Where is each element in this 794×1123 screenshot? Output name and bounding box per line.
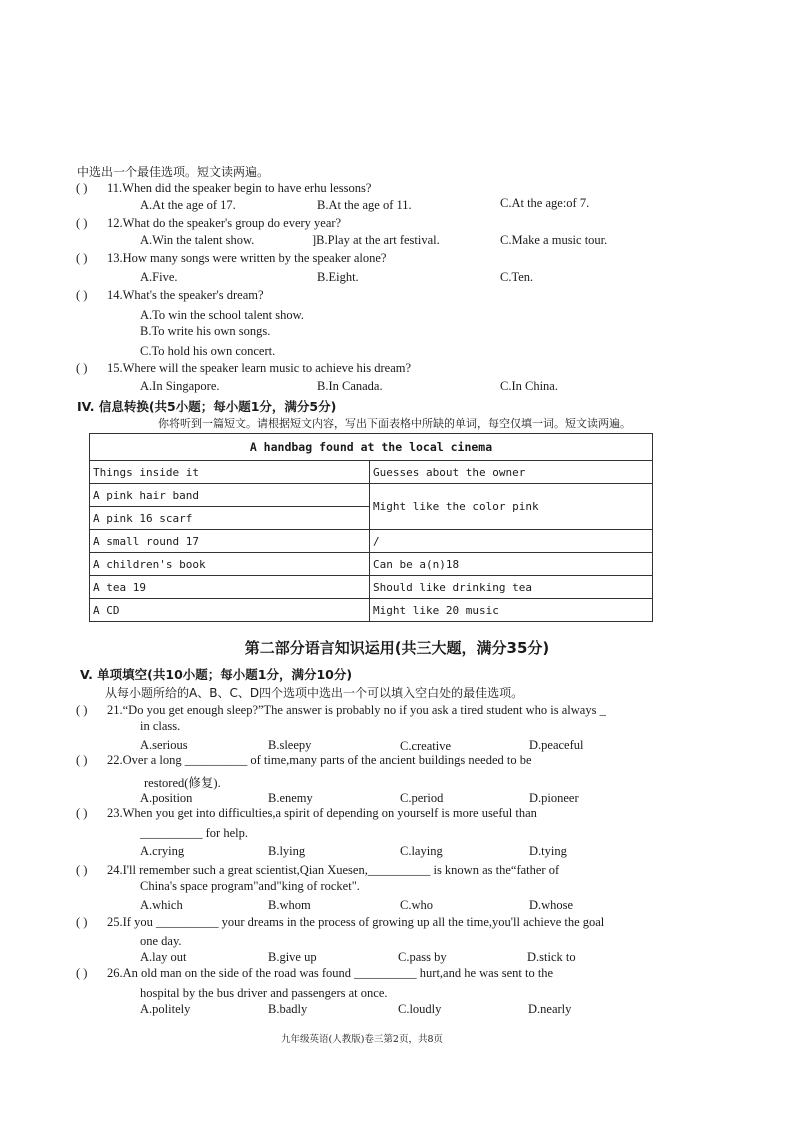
question-stem: 13.How many songs were written by the speaker alone? (107, 251, 387, 265)
table-cell: Might like the color pink (370, 484, 653, 530)
option-c: C.pass by (398, 950, 447, 964)
question-stem: 23.When you get into difficulties,a spirit of depending on yourself is more useful than (107, 806, 537, 820)
question-stem: 12.What do the speaker's group do every year? (107, 216, 342, 230)
option-a: A.which (140, 898, 183, 912)
option-b: B.whom (268, 898, 311, 912)
question-continuation: in class. (140, 719, 181, 733)
question-stem: 22.Over a long __________ of time,many parts of the ancient buildings needed to be (107, 753, 532, 767)
option-b: B.sleepy (268, 738, 312, 752)
option-c: C.At the age:of 7. (500, 196, 590, 210)
question-paren: ( ) (76, 753, 88, 767)
option-a: A.serious (140, 738, 188, 752)
option-c: C.In China. (500, 379, 558, 393)
option-a: A.position (140, 791, 193, 805)
option-a: A.crying (140, 844, 185, 858)
option-a: A.To win the school talent show. (140, 308, 304, 322)
table-header-things: Things inside it (90, 461, 370, 484)
question-paren: ( ) (76, 863, 88, 877)
option-d: D.stick to (527, 950, 576, 964)
question-paren: ( ) (76, 966, 88, 980)
table-cell: / (370, 530, 653, 553)
option-d: D.tying (529, 844, 567, 858)
question-continuation: one day. (140, 934, 182, 948)
option-c: C.To hold his own concert. (140, 344, 276, 358)
question-stem: 24.I'll remember such a great scientist,Qian Xuesen,__________ is known as the“father of (107, 863, 560, 877)
info-table (89, 433, 653, 622)
option-b: B.enemy (268, 791, 313, 805)
option-d: D.pioneer (529, 791, 579, 805)
part2-title: 第二部分语言知识运用(共三大题，满分35分) (244, 639, 550, 657)
option-a: A.Win the talent show. (140, 233, 255, 247)
table-cell: Might like 20 music (370, 599, 653, 622)
section4-instruction: 你将听到一篇短文。请根据短文内容，写出下面表格中所缺的单词，每空仅填一词。短文读两遍。 (158, 417, 631, 430)
question-paren: ( ) (76, 361, 88, 375)
question-paren: ( ) (76, 251, 88, 265)
table-cell: Can be a(n)18 (370, 553, 653, 576)
question-paren: ( ) (76, 915, 88, 929)
option-d: D.nearly (528, 1002, 572, 1016)
question-stem: 21.“Do you get enough sleep?”The answer is probably no if you ask a tired student who is always _ (107, 703, 606, 717)
option-b: B.At the age of 11. (317, 198, 412, 212)
question-continuation: __________ for help. (140, 826, 248, 840)
question-continuation: hospital by the bus driver and passengers at once. (140, 986, 388, 1000)
question-stem: 26.An old man on the side of the road was found __________ hurt,and he was sent to the (107, 966, 554, 980)
section4-heading: IV. 信息转换(共5小题；每小题1分，满分5分) (77, 399, 337, 414)
question-stem: 15.Where will the speaker learn music to achieve his dream? (107, 361, 412, 375)
page-footer: 九年级英语(人教版)卷三第2页，共8页 (280, 1034, 443, 1045)
option-b: B.To write his own songs. (140, 324, 271, 338)
option-d: D.peaceful (529, 738, 584, 752)
table-cell: A pink 16 scarf (90, 507, 370, 530)
table-cell: A tea 19 (90, 576, 370, 599)
question-stem: 25.If you __________ your dreams in the process of growing up all the time,you'll achieve the goal (107, 915, 605, 929)
option-a: A.politely (140, 1002, 191, 1016)
option-a: A.In Singapore. (140, 379, 220, 393)
table-cell: Should like drinking tea (370, 576, 653, 599)
section5-heading: V. 单项填空(共10小题；每小题1分，满分10分) (80, 667, 353, 682)
question-continuation: restored(修复). (144, 776, 221, 790)
option-a: A.lay out (140, 950, 187, 964)
question-paren: ( ) (76, 806, 88, 820)
option-b: B.lying (268, 844, 306, 858)
table-cell: A pink hair band (90, 484, 370, 507)
question-continuation: China's space program"and"king of rocket". (140, 879, 360, 893)
option-c: C.who (400, 898, 433, 912)
option-c: C.Make a music tour. (500, 233, 608, 247)
question-paren: ( ) (76, 703, 88, 717)
option-a: A.Five. (140, 270, 178, 284)
option-c: C.creative (400, 739, 452, 753)
table-cell: A small round 17 (90, 530, 370, 553)
option-c: C.period (400, 791, 444, 805)
option-c: C.laying (400, 844, 443, 858)
question-paren: ( ) (76, 181, 88, 195)
option-b: B.In Canada. (317, 379, 383, 393)
table-header-guesses: Guesses about the owner (370, 461, 653, 484)
option-b: B.Eight. (317, 270, 359, 284)
option-b: ]B.Play at the art festival. (312, 233, 440, 247)
option-a: A.At the age of 17. (140, 198, 236, 212)
question-stem: 14.What's the speaker's dream? (107, 288, 264, 302)
option-b: B.badly (268, 1002, 308, 1016)
table-cell: A children's book (90, 553, 370, 576)
question-paren: ( ) (76, 216, 88, 230)
option-d: D.whose (529, 898, 574, 912)
table-cell: A CD (90, 599, 370, 622)
intro-line: 中选出一个最佳选项。短文读两遍。 (77, 165, 270, 179)
question-paren: ( ) (76, 288, 88, 302)
option-c: C.loudly (398, 1002, 442, 1016)
option-b: B.give up (268, 950, 317, 964)
option-c: C.Ten. (500, 270, 534, 284)
section5-instruction: 从每小题所给的A、B、C、D四个选项中选出一个可以填入空白处的最佳选项。 (105, 686, 524, 700)
question-stem: 11.When did the speaker begin to have erhu lessons? (107, 181, 372, 195)
table-title: A handbag found at the local cinema (90, 434, 653, 461)
